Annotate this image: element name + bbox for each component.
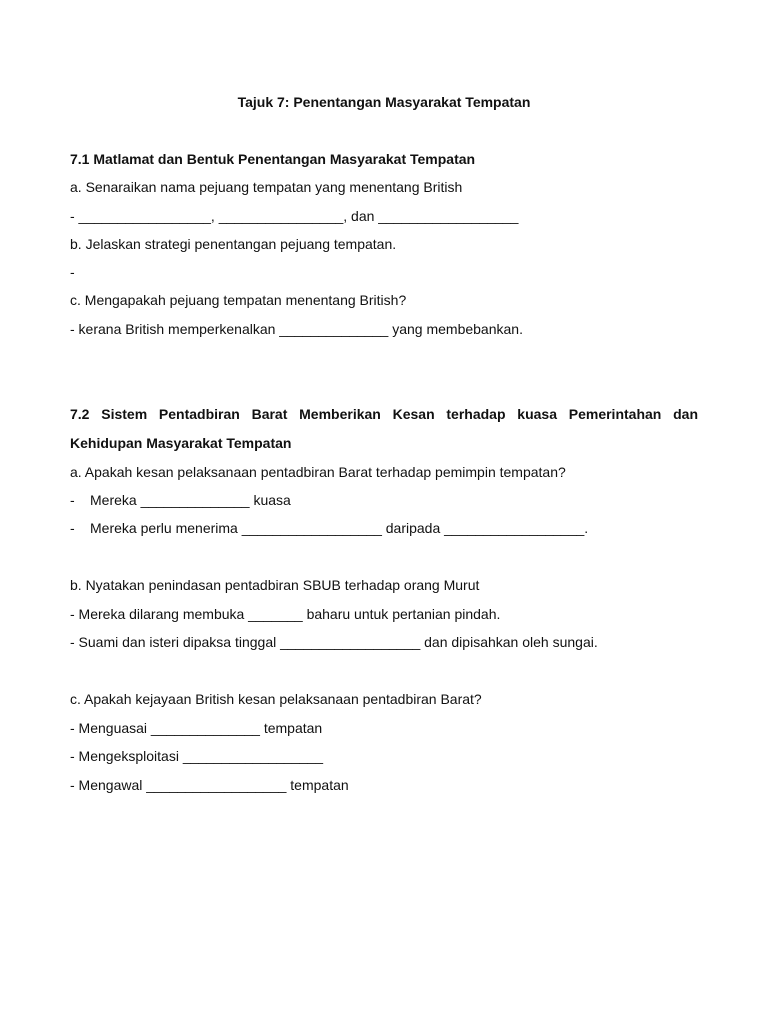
answer-7-1-b: -	[70, 264, 75, 280]
dash-bullet: -	[70, 492, 75, 508]
answer-7-2-b-2: - Suami dan isteri dipaksa tinggal __________________ dan dipisahkan oleh sungai.	[70, 634, 598, 650]
answer-7-1-c: - kerana British memperkenalkan ______________ yang membebankan.	[70, 321, 523, 337]
answer-7-2-c-2: - Mengeksploitasi __________________	[70, 748, 323, 764]
dash-bullet: -	[70, 520, 75, 536]
answer-7-2-c-3: - Mengawal __________________ tempatan	[70, 777, 349, 793]
question-7-2-c: c. Apakah kejayaan British kesan pelaksanaan pentadbiran Barat?	[70, 691, 482, 707]
section-7-2-heading-line-2: Kehidupan Masyarakat Tempatan	[70, 435, 292, 451]
question-7-2-b: b. Nyatakan penindasan pentadbiran SBUB terhadap orang Murut	[70, 577, 480, 593]
answer-7-2-a-text: Mereka perlu menerima __________________ daripada __________________.	[90, 520, 589, 536]
question-7-1-a: a. Senaraikan nama pejuang tempatan yang menentang British	[70, 179, 463, 195]
question-7-1-b: b. Jelaskan strategi penentangan pejuang tempatan.	[70, 236, 397, 252]
question-7-1-c: c. Mengapakah pejuang tempatan menentang British?	[70, 292, 407, 308]
answer-7-1-a: - _________________, ________________, dan __________________	[70, 208, 519, 224]
answer-7-2-a-text: Mereka ______________ kuasa	[90, 492, 291, 508]
answer-7-2-c-1: - Menguasai ______________ tempatan	[70, 720, 323, 736]
section-7-2-heading-line-1: 7.2 Sistem Pentadbiran Barat Memberikan Kesan terhadap kuasa Pemerintahan dan	[70, 406, 698, 422]
page-title: Tajuk 7: Penentangan Masyarakat Tempatan	[237, 94, 531, 110]
answer-7-2-b-1: - Mereka dilarang membuka _______ baharu untuk pertanian pindah.	[70, 606, 501, 622]
section-7-1-heading: 7.1 Matlamat dan Bentuk Penentangan Masyarakat Tempatan	[70, 151, 476, 167]
question-7-2-a: a. Apakah kesan pelaksanaan pentadbiran Barat terhadap pemimpin tempatan?	[70, 464, 566, 480]
